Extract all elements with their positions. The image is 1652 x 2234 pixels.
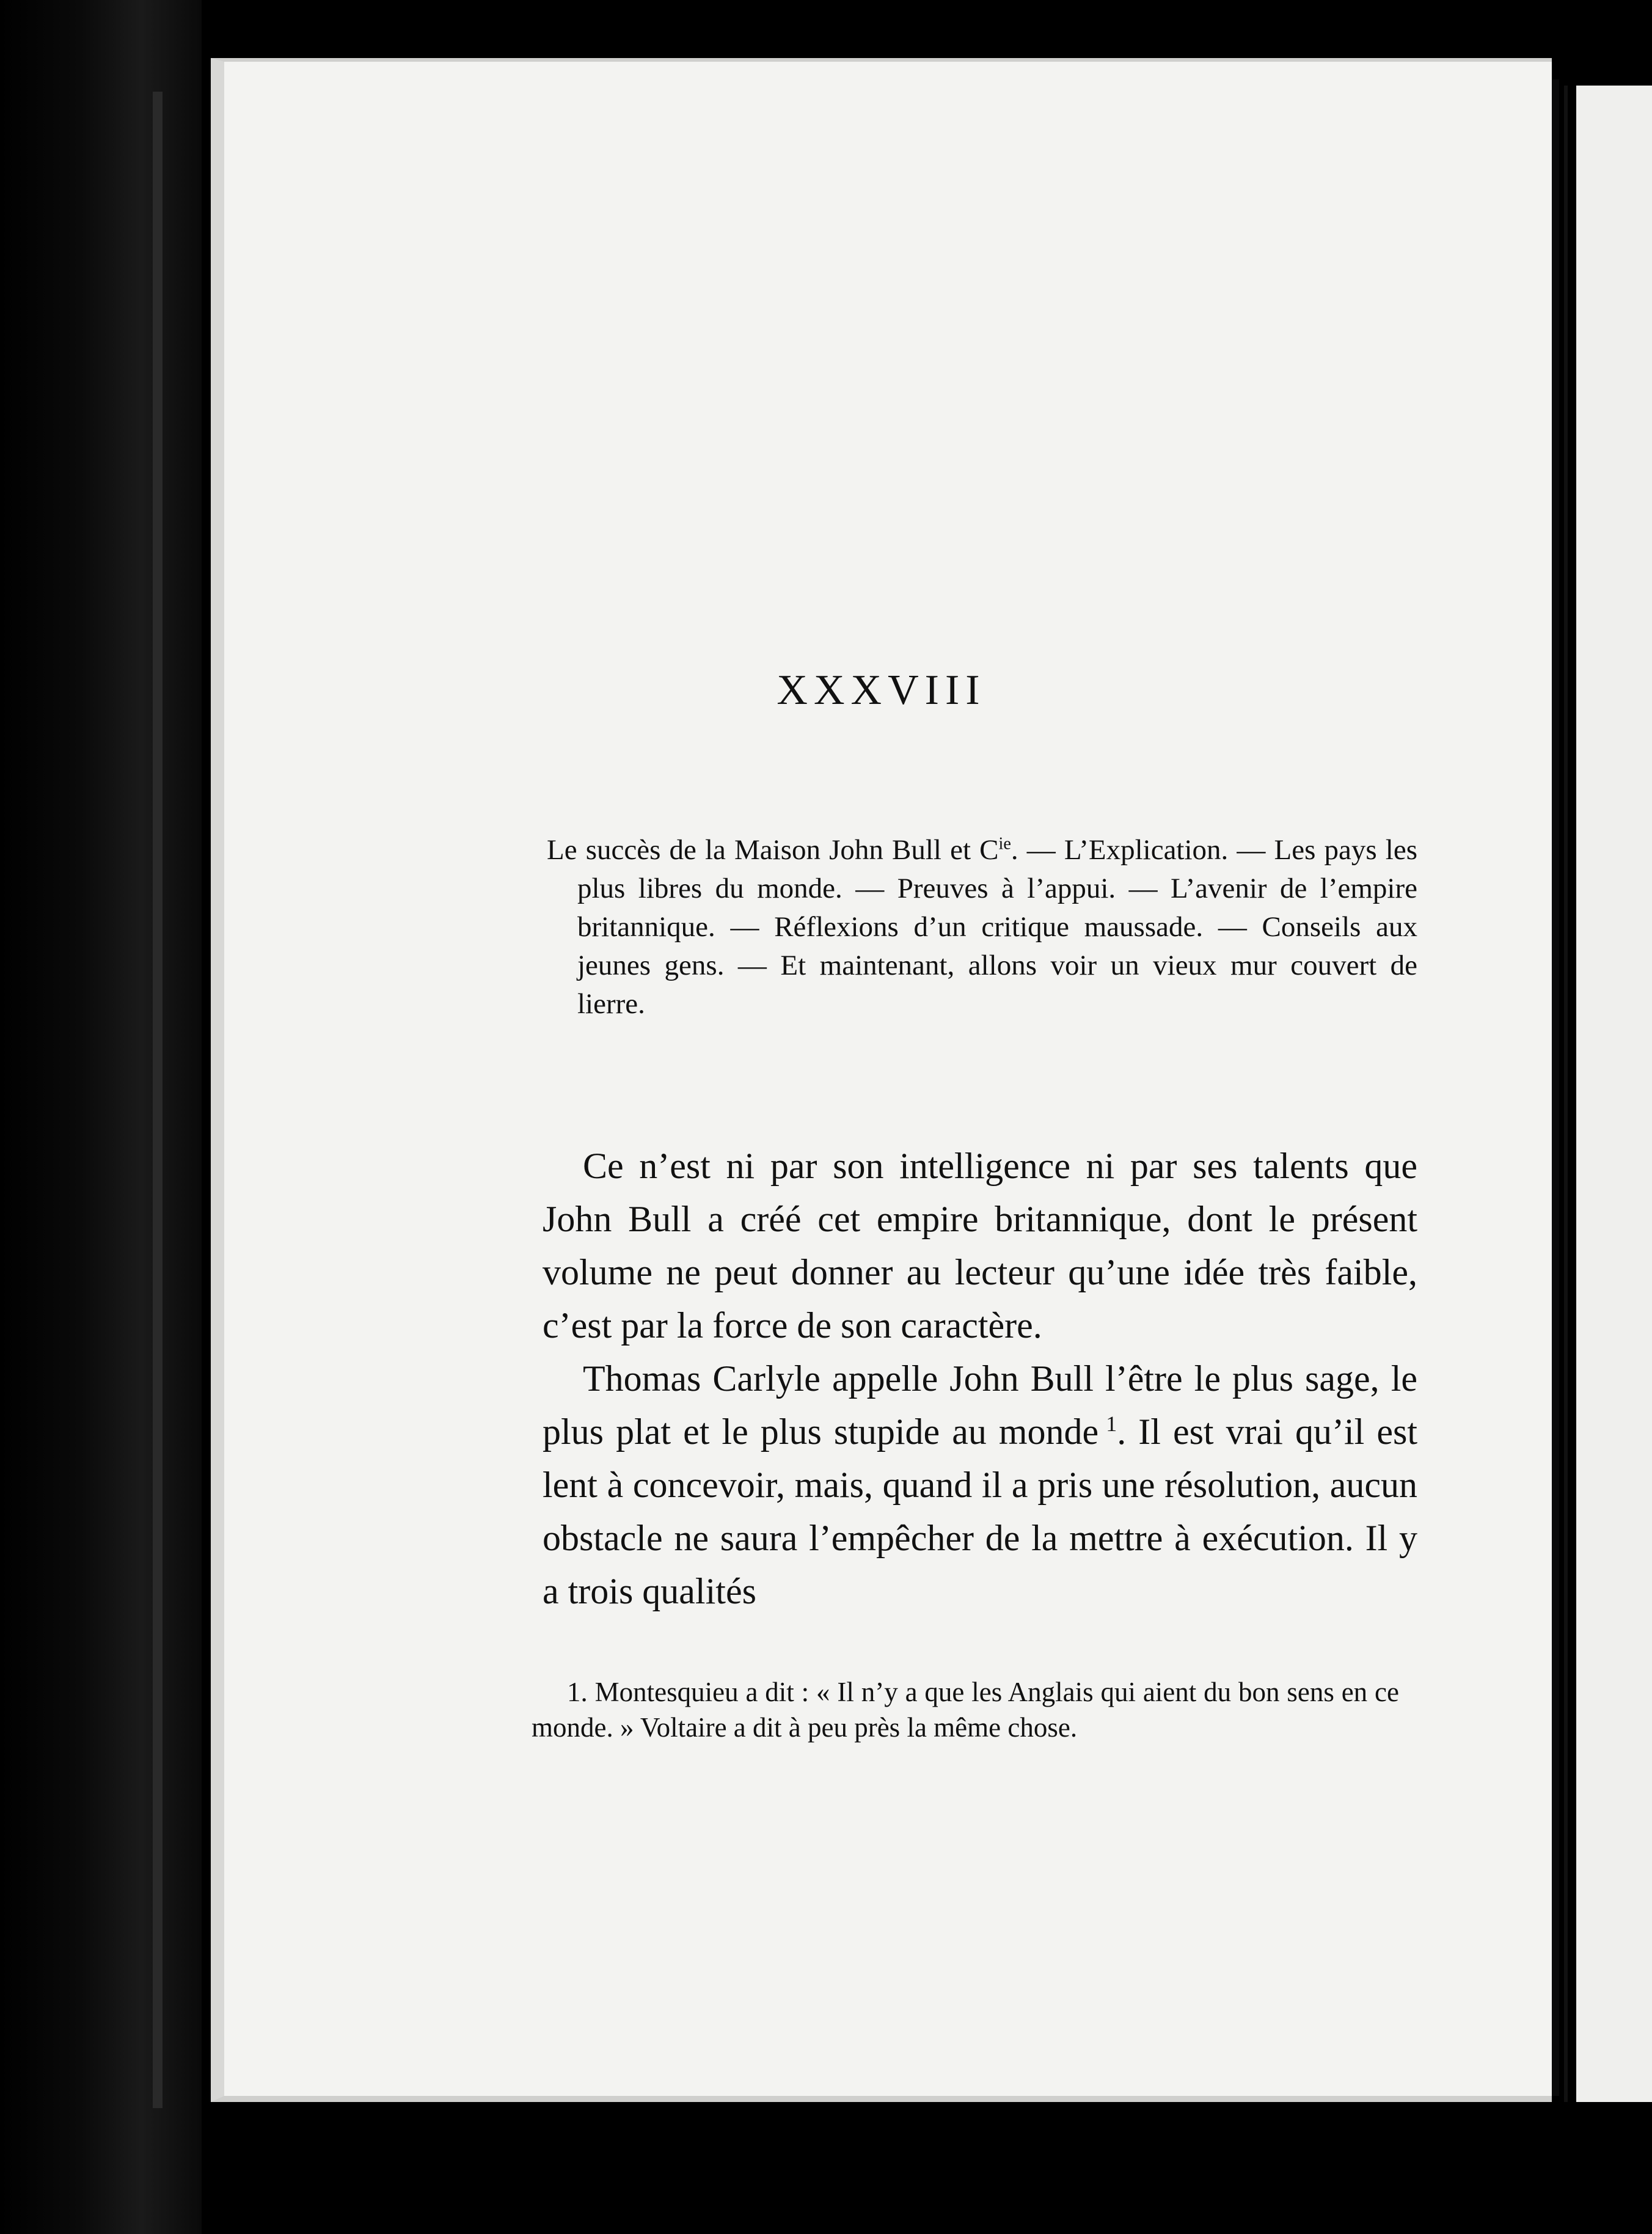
summary-text-start: Le succès de la Maison John Bull et C: [547, 834, 999, 866]
chapter-summary: [547, 831, 1417, 1024]
main-text: [543, 1140, 1417, 1618]
paragraph-1: Ce n’est ni par son intelligence ni par ses talents que John Bull a créé cet empire britannique, dont le présent volume ne peut donner au lecteur qu’une idée très faible, c’est par la force de son caractère.: [543, 1146, 1417, 1346]
next-page-edge: [1564, 86, 1568, 2120]
next-page: [1576, 86, 1652, 2120]
chapter-number: XXXVIII: [777, 667, 986, 714]
summary-text-rest: . — L’Explication. — Les pays les plus libres du monde. — Preuves à l’appui. — L’avenir de l’empire britannique. — Réflexions d’un critique maussade. — Conseils aux jeunes gens. — Et maintenant, allons voir un vieux mur couvert de lierre.: [577, 834, 1417, 1020]
bottom-border: [202, 2102, 1652, 2234]
book-spine: [0, 0, 202, 2234]
page-gutter: [1552, 79, 1559, 2096]
paragraph-2-rest: . Il est vrai qu’il est lent à concevoir, mais, quand il a pris une résolution, aucun obstacle ne saura l’empêcher de la mettre à exécution. Il y a trois qualités: [543, 1412, 1417, 1611]
spine-edge: [153, 92, 163, 2108]
footnote: 1. Montesquieu a dit : « Il n’y a que les Anglais qui aient du bon sens en ce monde. » Voltaire a dit à peu près la même chose.: [532, 1677, 1399, 1743]
chapter-summary-text: [547, 831, 1417, 1024]
book-page: [211, 58, 1552, 2102]
summary-superscript: ie: [998, 834, 1011, 854]
footnote-reference: 1: [1106, 1412, 1117, 1436]
paragraph-2-start: Thomas Carlyle appelle John Bull l’être le plus sage, le plus plat et le plus stupide au monde: [543, 1358, 1417, 1452]
paragraph-2: [543, 1352, 1417, 1618]
